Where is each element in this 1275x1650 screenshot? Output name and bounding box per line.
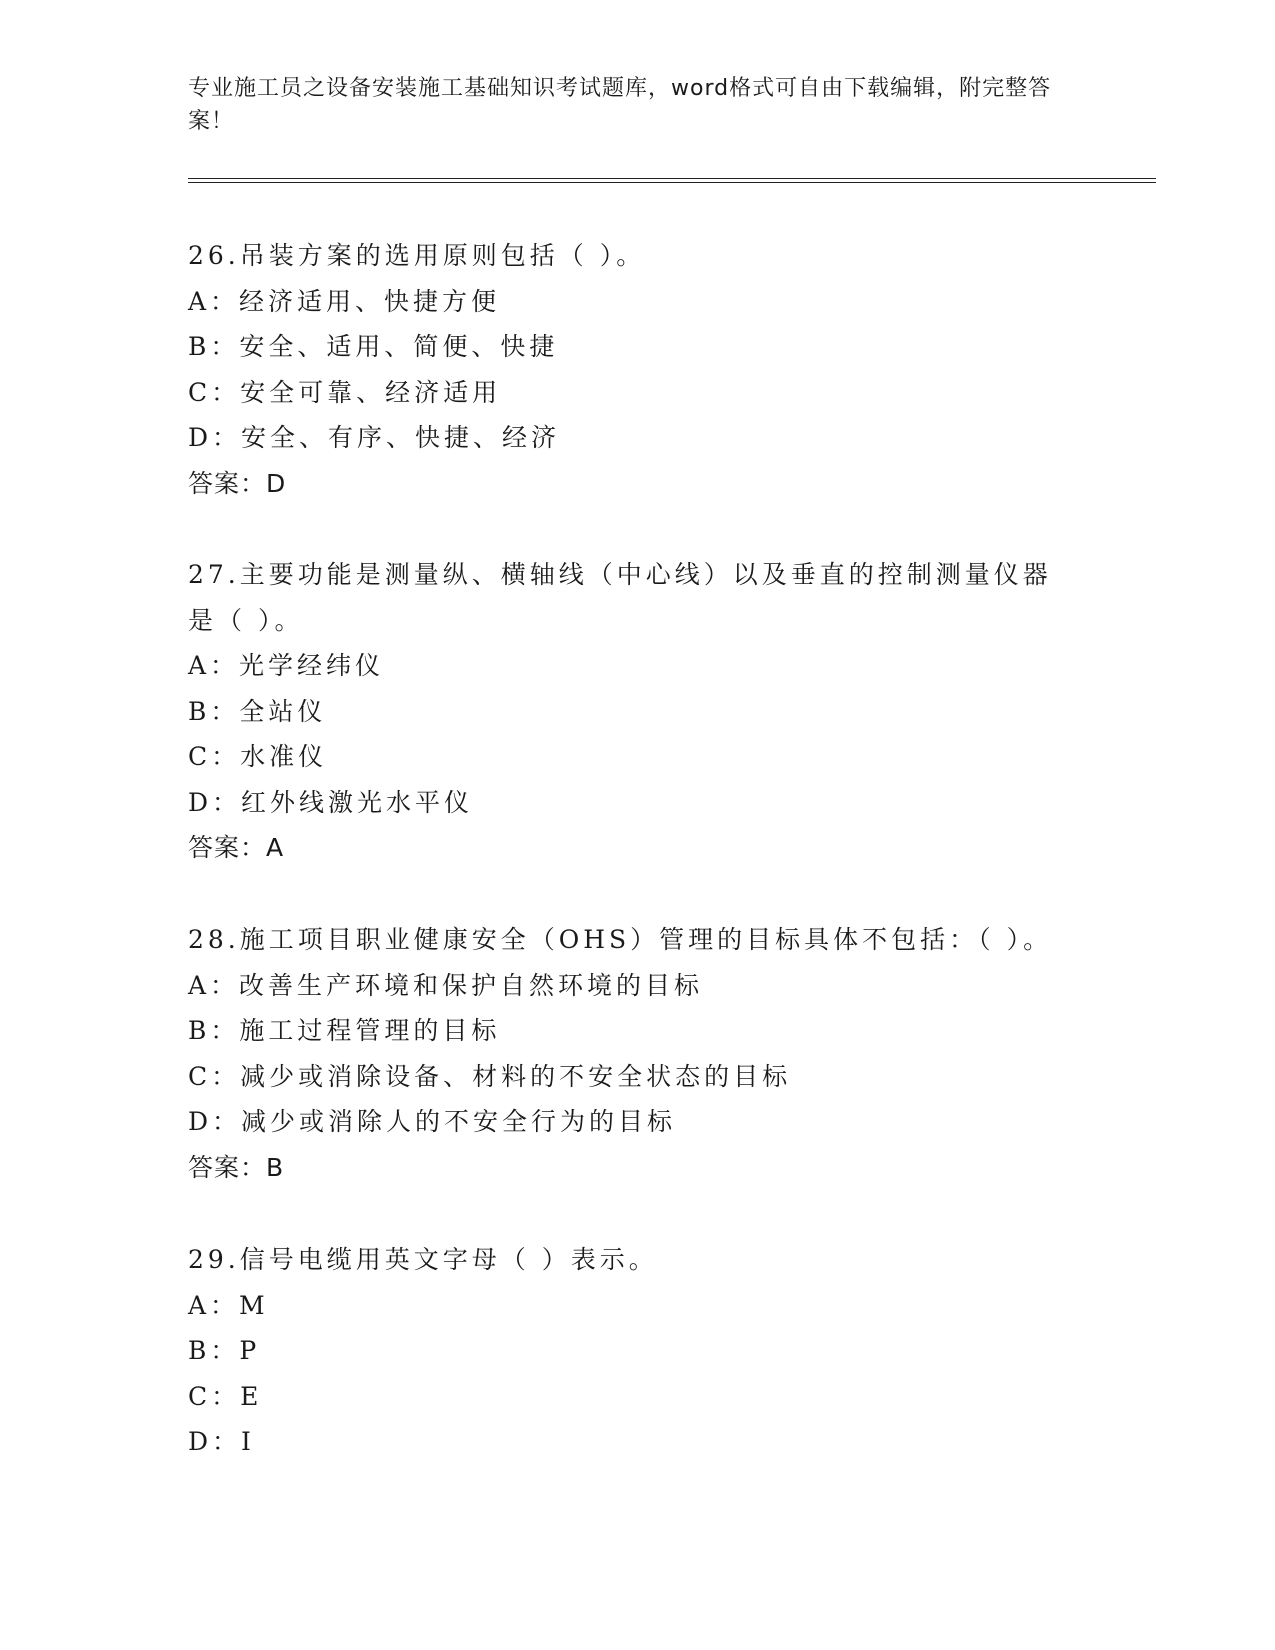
document-header: 专业施工员之设备安装施工基础知识考试题库，word格式可自由下载编辑，附完整答案！ [188,76,1052,134]
answer: 答案：B [188,1152,285,1182]
question-26 [188,233,1088,506]
option-a: A：改善生产环境和保护自然环境的目标 [188,970,704,1000]
question-stem: 27.主要功能是测量纵、横轴线（中心线）以及垂直的控制测量仪器是（ ）。 [188,560,1052,635]
header-divider-bottom [188,182,1156,183]
option-c: C：水准仪 [188,742,328,771]
option-b: B：全站仪 [188,696,327,726]
option-d: D：红外线激光水平仪 [188,787,474,817]
option-c: C：安全可靠、经济适用 [188,377,502,407]
question-stem: 26.吊装方案的选用原则包括（ ）。 [188,241,646,270]
answer: 答案：D [188,468,287,498]
option-b: B：施工过程管理的目标 [188,1016,501,1045]
option-c: C：E [188,1381,263,1411]
question-27 [188,552,1088,871]
option-b: B：P [188,1336,261,1365]
option-d: D：减少或消除人的不安全行为的目标 [188,1107,677,1136]
header-divider-top [188,178,1156,179]
option-a: A：经济适用、快捷方便 [188,286,501,316]
option-d: D：I [188,1427,255,1456]
answer: 答案：A [188,833,285,862]
option-a: A：光学经纬仪 [188,651,385,680]
option-a: A：M [188,1290,269,1320]
question-28 [188,917,1088,1190]
option-d: D：安全、有序、快捷、经济 [188,423,561,452]
question-stem: 28.施工项目职业健康安全（OHS）管理的目标具体不包括：（ ）。 [188,925,1053,954]
question-stem: 29.信号电缆用英文字母（ ）表示。 [188,1245,658,1274]
question-29 [188,1237,1088,1465]
option-c: C：减少或消除设备、材料的不安全状态的目标 [188,1061,792,1091]
option-b: B：安全、适用、简便、快捷 [188,332,559,361]
